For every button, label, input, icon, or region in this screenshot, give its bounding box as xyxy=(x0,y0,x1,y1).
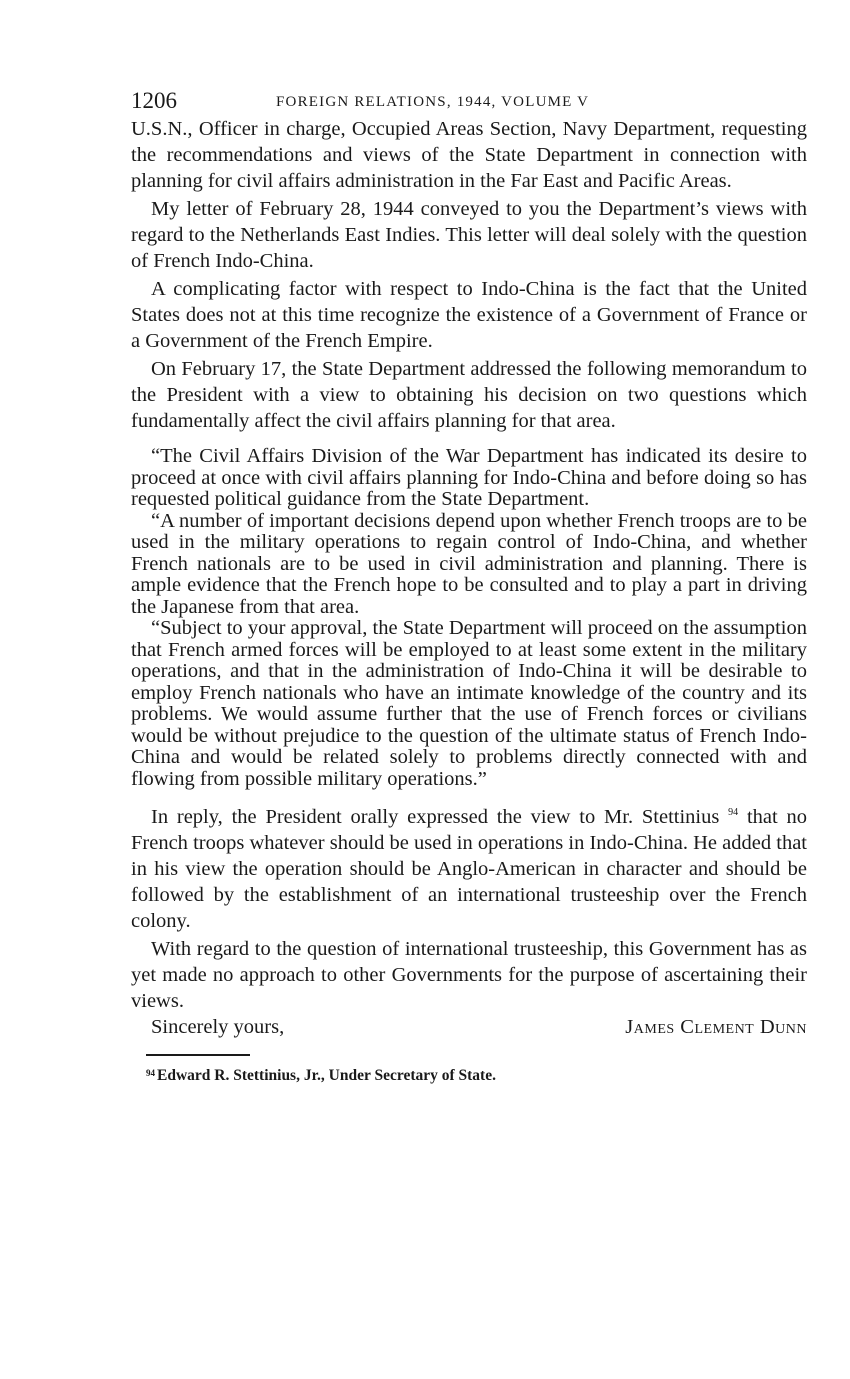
document-page xyxy=(131,86,807,1086)
page-number: 1206 xyxy=(131,88,177,113)
running-head: FOREIGN RELATIONS, 1944, VOLUME V xyxy=(276,94,590,110)
letter-closing xyxy=(131,1014,807,1044)
memorandum-quote xyxy=(131,446,807,790)
paragraph-trusteeship: With regard to the question of international trusteeship, this Government has as yet made no approach to other Governments for the purpose of ascertaining their views. xyxy=(131,938,807,1012)
signature: James Clement Dunn xyxy=(625,1016,807,1038)
footnote xyxy=(146,1066,807,1086)
salutation: Sincerely yours, xyxy=(151,1016,285,1038)
letter-body xyxy=(131,116,807,1044)
reply-text-end: that no French troops whatever should be used in operations in Indo-China. He added that in his view the operation should be Anglo-American in character and should be followed by the establishment of an international trusteeship over the French colony. xyxy=(131,806,808,932)
paragraph-memorandum-intro: On February 17, the State Department addressed the following memorandum to the President with a view to obtaining his decision on two questions which fundamentally affect the civil affairs planning for that area. xyxy=(131,358,807,432)
paragraph-continuation: U.S.N., Officer in charge, Occupied Areas Section, Navy Department, requesting the recommendations and views of the State Department in connection with planning for civil affairs administration in the Far East and Pacific Areas. xyxy=(131,118,807,192)
memo-paragraph: “The Civil Affairs Division of the War Department has indicated its desire to proceed at once with civil affairs planning for Indo-China and before doing so has requested political guidance from the State Department. xyxy=(131,445,807,510)
reply-text-start: In reply, the President orally expressed the view to Mr. Stettinius xyxy=(151,806,720,828)
paragraph-complicating-factor: A complicating factor with respect to Indo-China is the fact that the United States does not at this time recognize the existence of a Government of France or a Government of the French Empire. xyxy=(131,278,807,352)
footnote-marker: 94 xyxy=(146,1068,155,1078)
footnote-reference: 94 xyxy=(728,807,739,818)
paragraph-letter-reference: My letter of February 28, 1944 conveyed to you the Department’s views with regard to the Netherlands East Indies. This letter will deal solely with the question of French Indo-China. xyxy=(131,198,807,272)
page-header xyxy=(131,86,807,116)
memo-paragraph: “A number of important decisions depend upon whether French troops are to be used in the military operations to regain control of Indo-China, and whether French nationals are to be used in civil administration and planning. There is ample evidence that the French hope to be consulted and to play a part in driving the Japanese from that area. xyxy=(131,509,807,618)
memo-paragraph: “Subject to your approval, the State Department will proceed on the assumption that French armed forces will be employed to at least some extent in the military operations, and that in the administration of Indo-China it will be desirable to employ French nationals who have an intimate knowledge of the country and its problems. We would assume further that the use of French forces or civilians would be without prejudice to the question of the ultimate status of French Indo-China and would be related solely to problems directly connected with and flowing from possible military operations.” xyxy=(131,617,807,790)
footnote-divider xyxy=(146,1054,250,1056)
paragraph-president-reply xyxy=(131,804,807,934)
footnote-text: Edward R. Stettinius, Jr., Under Secretary of State. xyxy=(157,1067,496,1084)
